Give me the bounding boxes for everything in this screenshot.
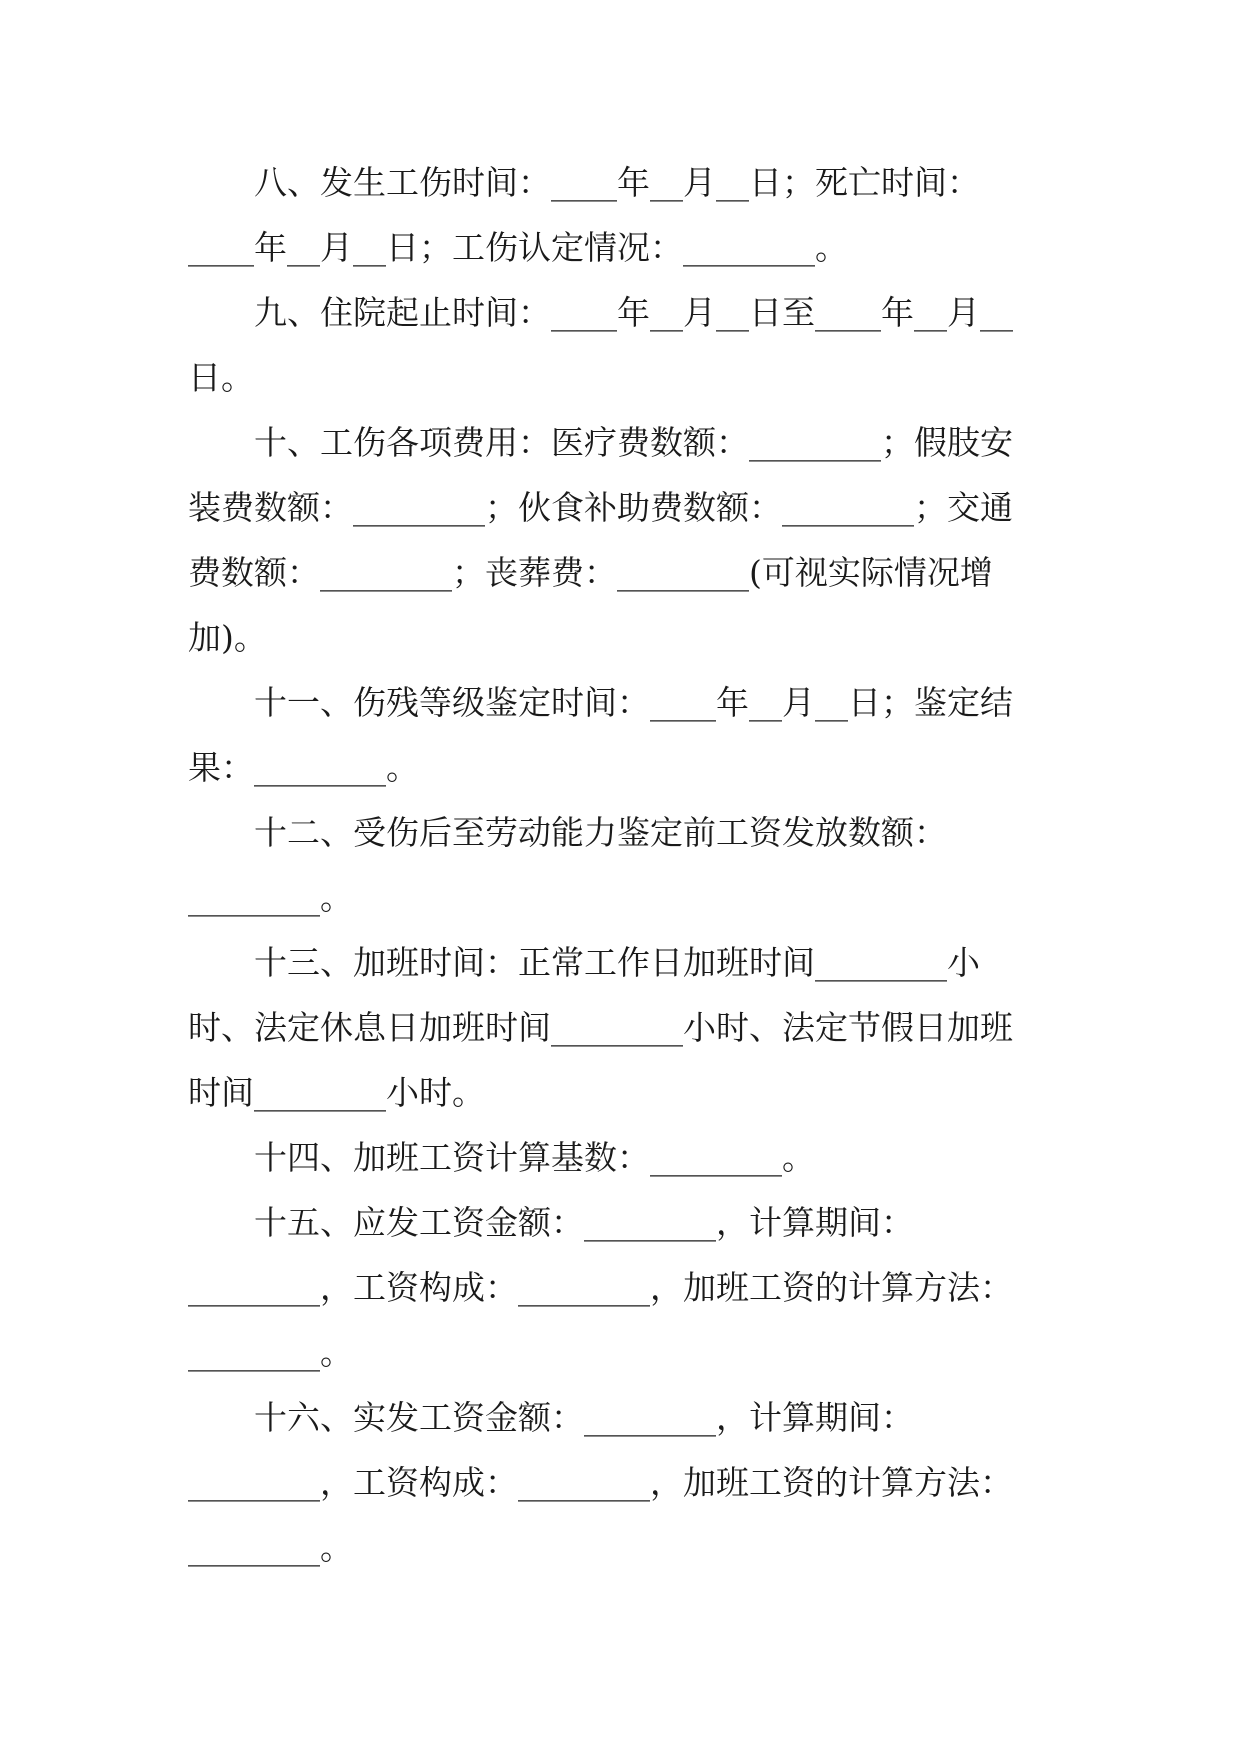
paragraph-item-10 [188, 410, 1068, 670]
paragraph-line: 十一、伤残等级鉴定时间：____年__月__日；鉴定结 [254, 683, 1013, 722]
paragraph-line: 八、发生工伤时间：____年__月__日；死亡时间： [254, 163, 980, 202]
paragraph-item-13 [188, 930, 1068, 1125]
paragraph-item-16 [188, 1385, 1068, 1580]
paragraph-line: ________。 [188, 1528, 353, 1567]
paragraph-line: 十五、应发工资金额：________，计算期间： [254, 1203, 914, 1242]
paragraph-line: ________。 [188, 878, 353, 917]
paragraph-line: 果：________。 [188, 748, 419, 787]
paragraph-item-11 [188, 670, 1068, 800]
paragraph-line: ________。 [188, 1333, 353, 1372]
paragraph-line: 装费数额：________；伙食补助费数额：________；交通 [188, 488, 1013, 527]
paragraph-line: ________，工资构成：________，加班工资的计算方法： [188, 1463, 1013, 1502]
paragraph-line: 日。 [188, 358, 254, 397]
paragraph-line: 费数额：________；丧葬费：________(可视实际情况增 [188, 553, 993, 592]
paragraph-line: 十三、加班时间：正常工作日加班时间________小 [254, 943, 980, 982]
paragraph-line: ____年__月__日；工伤认定情况：________。 [188, 228, 848, 267]
paragraph-item-15 [188, 1190, 1068, 1385]
paragraph-line: 十四、加班工资计算基数：________。 [254, 1138, 815, 1177]
paragraph-item-8 [188, 150, 1068, 280]
paragraph-item-9 [188, 280, 1068, 410]
paragraph-line: 加)。 [188, 618, 267, 657]
paragraph-line: 十六、实发工资金额：________，计算期间： [254, 1398, 914, 1437]
paragraph-line: 十二、受伤后至劳动能力鉴定前工资发放数额： [254, 813, 947, 852]
paragraph-line: 时间________小时。 [188, 1073, 485, 1112]
paragraph-item-14 [188, 1125, 1068, 1190]
paragraph-line: ________，工资构成：________，加班工资的计算方法： [188, 1268, 1013, 1307]
paragraph-line: 十、工伤各项费用：医疗费数额：________；假肢安 [254, 423, 1013, 462]
paragraph-item-12 [188, 800, 1068, 930]
paragraph-line: 时、法定休息日加班时间________小时、法定节假日加班 [188, 1008, 1013, 1047]
paragraph-line: 九、住院起止时间：____年__月__日至____年__月__ [254, 293, 1013, 332]
